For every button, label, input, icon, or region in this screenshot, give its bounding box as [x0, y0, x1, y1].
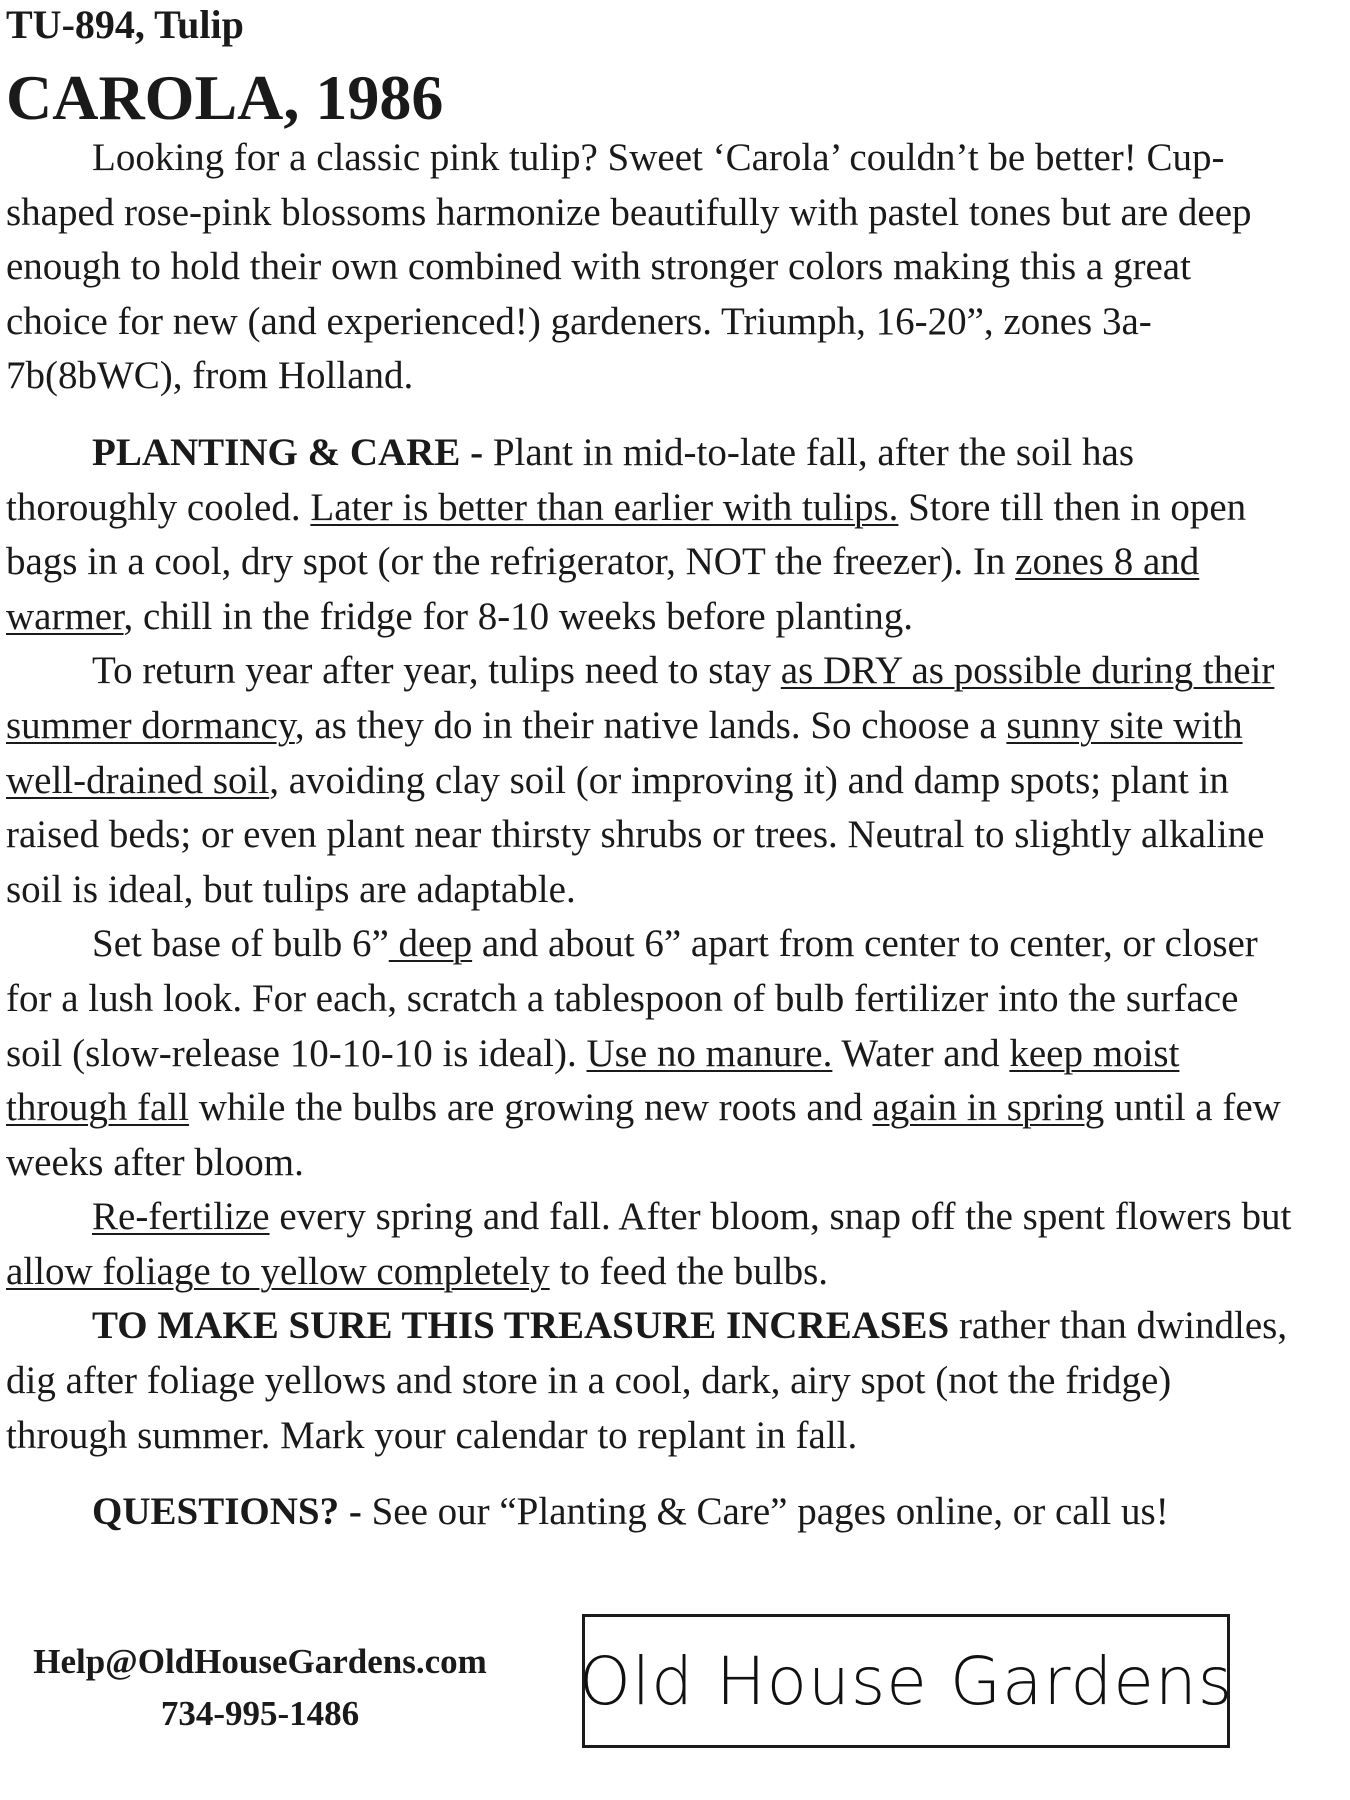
phone-number: 734-995-1486 — [160, 1694, 360, 1733]
questions-paragraph: QUESTIONS? - See our “Planting & Care” pages online, or call us! — [92, 1490, 1169, 1534]
planting-paragraph-3: Set base of bulb 6” deep and about 6” apart from center to center, or closer for a lush look. For each, scratch a tablespoon of bulb fertilizer into the surface soil (slow-release 10-10-10 is ideal). Use no manure. Water and keep moist through fall while the bulbs are growing new roots and again in spring until a few weeks after bloom. — [6, 922, 1281, 1184]
email-address: Help@OldHouseGardens.com — [33, 1642, 487, 1681]
underlined-text: sunny site with well-drained soil — [6, 703, 1243, 802]
planting-paragraph-2: To return year after year, tulips need to stay as DRY as possible during their summer dormancy, as they do in their native lands. So choose a sunny site with well-drained soil, avoiding clay soil (or improving it) and damp spots; plant in raised beds; or even plant near thirsty shrubs or trees. Neutral to slightly alkaline soil is ideal, but tulips are adaptable. — [6, 649, 1275, 911]
underlined-text: deep — [388, 922, 473, 966]
product-code: TU-894, Tulip — [6, 2, 244, 47]
underlined-text: allow foliage to yellow completely — [6, 1249, 550, 1293]
underlined-text: Use no manure. — [586, 1031, 833, 1075]
body-text — [6, 131, 1296, 1540]
planting-paragraph-5: TO MAKE SURE THIS TREASURE INCREASES rather than dwindles, dig after foliage yellows and store in a cool, dark, airy spot (not the fridge) through summer. Mark your calendar to replant in fall. — [6, 1304, 1288, 1457]
questions-heading: QUESTIONS? - — [92, 1490, 362, 1534]
planting-paragraph-1: PLANTING & CARE - Plant in mid-to-late fall, after the soil has thoroughly cooled. Later is better than earlier with tulips. Store till then in open bags in a cool, dry spot (or the refrigerator, NOT the freezer). In zones 8 and warmer, chill in the fridge for 8-10 weeks before planting. — [6, 430, 1247, 638]
underlined-text: zones 8 and warmer — [6, 540, 1200, 638]
description-paragraph: Looking for a classic pink tulip? Sweet ‘Carola’ couldn’t be better! Cup-shaped rose-pink blossoms harmonize beautifully with pastel tones but are deep enough to hold their own combined with stronger colors making this a great choice for new (and experienced!) gardeners. Triumph, 16-20”, zones 3a-7b(8bWC), from Holland. — [6, 136, 1252, 398]
contact-info — [0, 1636, 520, 1740]
underlined-text: Re-fertilize — [92, 1195, 270, 1239]
underlined-text: keep moist through fall — [6, 1031, 1180, 1130]
brand-logo: Old House Gardens — [578, 1642, 1234, 1720]
page-title: CAROLA, 1986 — [6, 62, 444, 133]
underlined-text: as DRY as possible during their summer dormancy — [6, 649, 1275, 747]
treasure-heading: TO MAKE SURE THIS TREASURE INCREASES — [92, 1304, 950, 1348]
underlined-text: Later is better than earlier with tulips. — [310, 485, 899, 529]
underlined-text: again in spring — [872, 1086, 1105, 1130]
planting-heading: PLANTING & CARE - — [92, 430, 484, 474]
logo-box — [578, 1614, 1234, 1748]
planting-paragraph-4: Re-fertilize every spring and fall. After bloom, snap off the spent flowers but allow foliage to yellow completely to feed the bulbs. — [6, 1195, 1292, 1293]
